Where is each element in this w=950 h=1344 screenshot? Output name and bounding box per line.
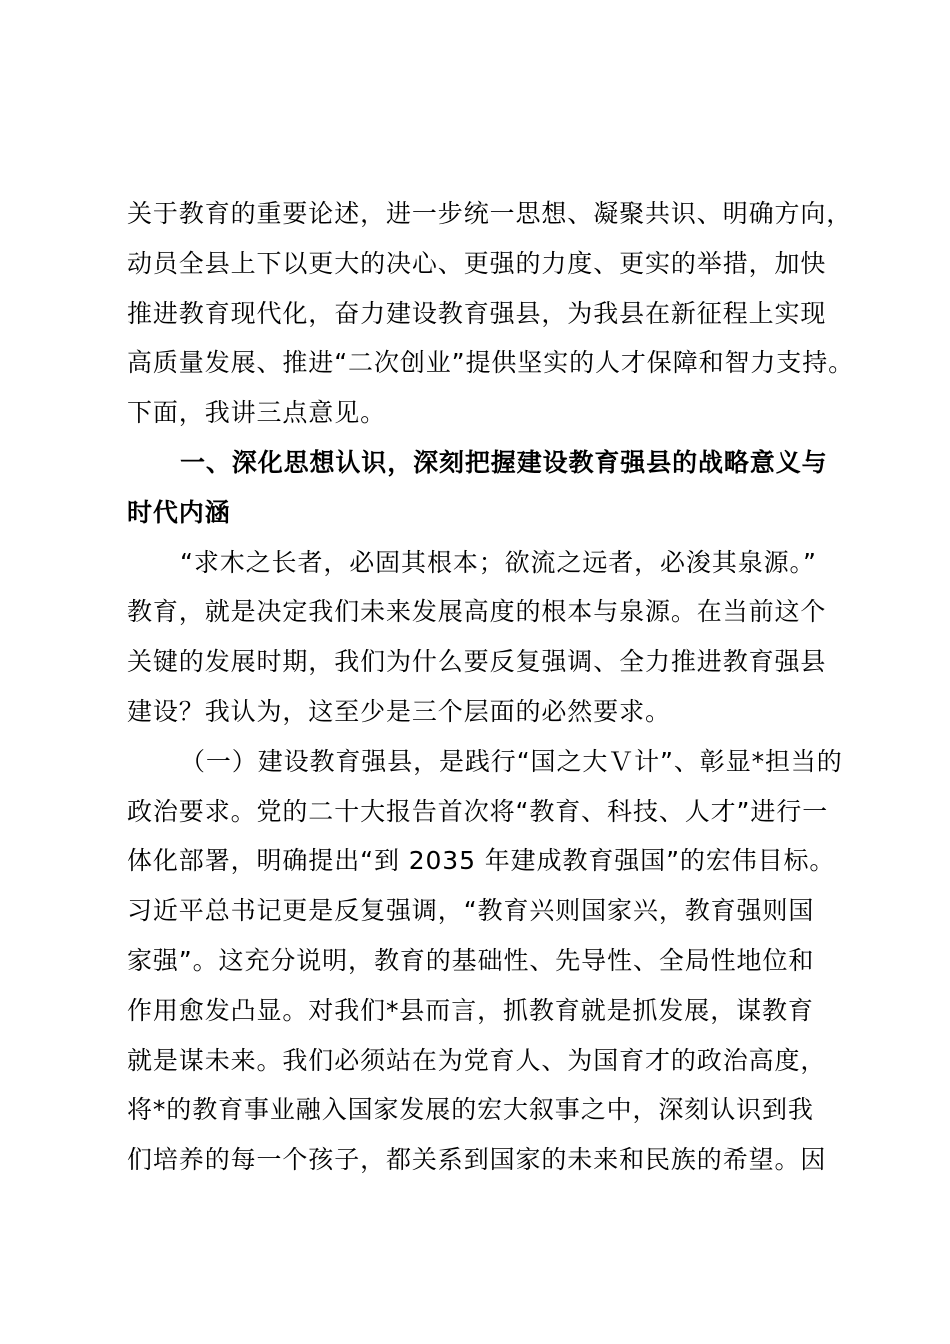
- body-line: 建设？我认为，这至少是三个层面的必然要求。: [127, 696, 671, 726]
- body-line: 推进教育现代化，奋力建设教育强县，为我县在新征程上实现: [127, 298, 827, 328]
- body-line: 作用愈发凸显。对我们*县而言，抓教育就是抓发展，谋教育: [127, 995, 814, 1025]
- body-line: 政治要求。党的二十大报告首次将“教育、科技、人才”进行一: [127, 796, 829, 826]
- body-line: 体化部署，明确提出“到 2035 年建成教育强国”的宏伟目标。: [127, 846, 836, 876]
- subsection-line: （一）建设教育强县，是践行“国之大Ｖ计”、彰显*担当的: [180, 746, 843, 776]
- section-heading-cont: 时代内涵: [127, 497, 231, 527]
- body-line: 教育，就是决定我们未来发展高度的根本与泉源。在当前这个: [127, 597, 827, 627]
- body-line: 们培养的每一个孩子，都关系到国家的未来和民族的希望。因: [127, 1145, 827, 1175]
- body-line: 家强”。这充分说明，教育的基础性、先导性、全局性地位和: [127, 945, 815, 975]
- section-heading: 一、深化思想认识，深刻把握建设教育强县的战略意义与: [180, 447, 828, 477]
- body-line: 高质量发展、推进“二次创业”提供坚实的人才保障和智力支持。: [127, 348, 855, 378]
- body-line: 关键的发展时期，我们为什么要反复强调、全力推进教育强县: [127, 647, 827, 677]
- body-line: 习近平总书记更是反复强调，“教育兴则国家兴，教育强则国: [127, 896, 815, 926]
- body-line: 就是谋未来。我们必须站在为党育人、为国育才的政治高度，: [127, 1045, 827, 1075]
- document-page: [127, 196, 857, 1192]
- quote-line: “求木之长者，必固其根本；欲流之远者，必浚其泉源。”: [180, 547, 817, 577]
- body-line: 关于教育的重要论述，进一步统一思想、凝聚共识、明确方向，: [127, 199, 853, 228]
- body-line: 将*的教育事业融入国家发展的宏大叙事之中，深刻认识到我: [127, 1095, 814, 1125]
- body-line: 下面，我讲三点意见。: [127, 398, 387, 428]
- body-line: 动员全县上下以更大的决心、更强的力度、更实的举措，加快: [127, 248, 827, 278]
